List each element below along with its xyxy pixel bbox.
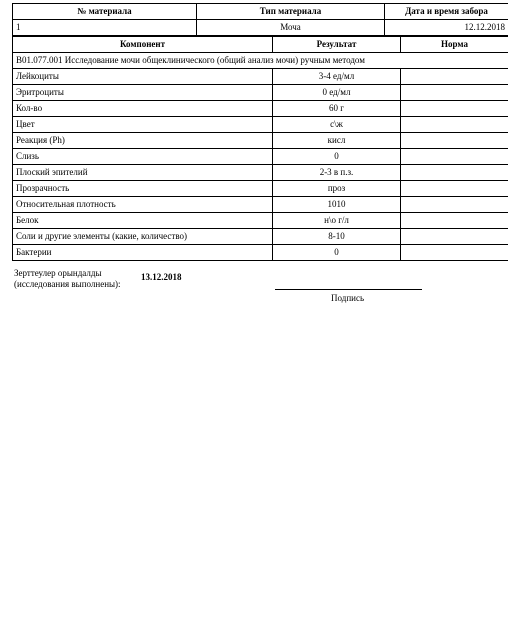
component-name: Соли и другие элементы (какие, количество) [13, 229, 273, 245]
component-name: Реакция (Ph) [13, 133, 273, 149]
performed-label-line2: (исследования выполнены): [14, 279, 121, 289]
table-row [13, 165, 508, 181]
component-name: Цвет [13, 117, 273, 133]
norm-value [401, 69, 508, 85]
signature-label: Подпись [331, 293, 365, 303]
component-name: Плоский эпителий [13, 165, 273, 181]
collection-date-header: Дата и время забора [385, 4, 508, 20]
norm-value [401, 229, 508, 245]
component-name: Бактерии [13, 245, 273, 261]
norm-value [401, 117, 508, 133]
norm-value [401, 133, 508, 149]
table-row [13, 181, 508, 197]
table-row [13, 85, 508, 101]
result-value: 1010 [273, 197, 401, 213]
norm-value [401, 197, 508, 213]
material-number: 1 [13, 20, 197, 36]
norm-value [401, 213, 508, 229]
norm-value [401, 165, 508, 181]
result-value: кисл [273, 133, 401, 149]
performed-label-line1: Зерттеулер орындалды [14, 268, 102, 278]
table-row [13, 117, 508, 133]
material-header-table [12, 3, 508, 36]
performed-label [14, 268, 154, 290]
material-type: Моча [197, 20, 385, 36]
table-row [13, 133, 508, 149]
result-value: 0 ед/мл [273, 85, 401, 101]
signature-line [275, 289, 422, 290]
table-row [13, 149, 508, 165]
performed-date: 13.12.2018 [141, 272, 182, 282]
table-row [13, 101, 508, 117]
component-name: Лейкоциты [13, 69, 273, 85]
component-name: Относительная плотность [13, 197, 273, 213]
component-header: Компонент [13, 37, 273, 53]
component-name: Прозрачность [13, 181, 273, 197]
norm-value [401, 245, 508, 261]
norm-header: Норма [401, 37, 508, 53]
collection-date: 12.12.2018 [385, 20, 508, 36]
norm-value [401, 149, 508, 165]
component-name: Кол-во [13, 101, 273, 117]
norm-value [401, 181, 508, 197]
test-section-title: B01.077.001 Исследование мочи общеклинического (общий анализ мочи) ручным методом [13, 53, 508, 69]
result-value: 3-4 ед/мл [273, 69, 401, 85]
table-row [13, 229, 508, 245]
result-value: 8-10 [273, 229, 401, 245]
table-row [13, 245, 508, 261]
material-type-header: Тип материала [197, 4, 385, 20]
table-row [13, 213, 508, 229]
component-name: Слизь [13, 149, 273, 165]
results-table [12, 36, 508, 261]
table-row [13, 197, 508, 213]
result-value: 60 г [273, 101, 401, 117]
result-value: н\о г/л [273, 213, 401, 229]
table-row [13, 69, 508, 85]
norm-value [401, 101, 508, 117]
result-value: с\ж [273, 117, 401, 133]
component-name: Белок [13, 213, 273, 229]
result-value: проз [273, 181, 401, 197]
result-value: 2-3 в п.з. [273, 165, 401, 181]
result-header: Результат [273, 37, 401, 53]
material-number-header: № материала [13, 4, 197, 20]
result-value: 0 [273, 149, 401, 165]
result-value: 0 [273, 245, 401, 261]
component-name: Эритроциты [13, 85, 273, 101]
norm-value [401, 85, 508, 101]
